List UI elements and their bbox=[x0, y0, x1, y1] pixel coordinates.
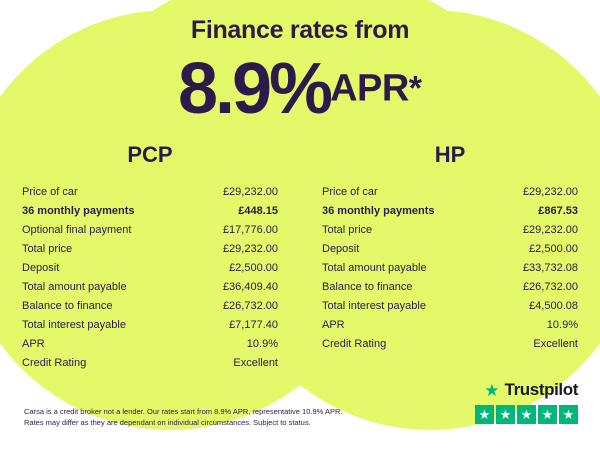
row-label: Deposit bbox=[322, 242, 360, 255]
star-icon bbox=[517, 405, 536, 424]
rate-asterisk: * bbox=[408, 69, 423, 108]
row-label: Credit Rating bbox=[22, 356, 87, 369]
row-value: £17,776.00 bbox=[222, 223, 278, 236]
star-glyph: ★ bbox=[478, 407, 491, 422]
legal-footnote: Carsa is a credit broker not a lender. Our rates start from 8.9% APR, representative 10.9% APR. Rates may differ as they are dependant on individual circumstances. Subject to status. bbox=[24, 406, 343, 427]
table-row bbox=[322, 220, 578, 239]
row-label: Total price bbox=[22, 242, 73, 255]
trustpilot-wordmark: Trustpilot bbox=[504, 380, 578, 399]
star-glyph: ★ bbox=[520, 407, 533, 422]
row-value: £29,232.00 bbox=[522, 185, 578, 198]
star-icon bbox=[496, 405, 515, 424]
rate-apr-label: APR bbox=[330, 67, 409, 110]
table-row bbox=[22, 182, 278, 201]
row-value: £29,232.00 bbox=[222, 185, 278, 198]
row-value: £36,409.40 bbox=[222, 280, 278, 293]
trustpilot-stars bbox=[475, 405, 578, 424]
star-glyph: ★ bbox=[562, 407, 575, 422]
rate-percentage: 8.9% bbox=[177, 49, 331, 129]
row-value: £29,232.00 bbox=[522, 223, 578, 236]
table-row bbox=[22, 220, 278, 239]
row-label: Optional final payment bbox=[22, 223, 132, 236]
column-title-hp: HP bbox=[434, 142, 466, 167]
table-row bbox=[22, 239, 278, 258]
table-row bbox=[322, 277, 578, 296]
row-label: Total amount payable bbox=[22, 280, 127, 293]
trustpilot-rating bbox=[475, 380, 578, 424]
finance-column-hp bbox=[300, 142, 600, 372]
finance-column-pcp bbox=[0, 142, 300, 372]
row-value: Excellent bbox=[533, 337, 578, 350]
row-label: Balance to finance bbox=[322, 280, 413, 293]
row-label: APR bbox=[22, 337, 45, 350]
table-row bbox=[322, 239, 578, 258]
row-label: 36 monthly payments bbox=[22, 204, 135, 217]
trustpilot-logo bbox=[475, 380, 578, 400]
row-value: £867.53 bbox=[538, 204, 578, 217]
row-label: Total interest payable bbox=[22, 318, 126, 331]
row-value: £448.15 bbox=[238, 204, 278, 217]
table-row bbox=[22, 315, 278, 334]
row-label: Credit Rating bbox=[322, 337, 387, 350]
row-label: Balance to finance bbox=[22, 299, 113, 312]
row-label: Total interest payable bbox=[322, 299, 426, 312]
row-label: Total amount payable bbox=[322, 261, 427, 274]
table-row bbox=[22, 277, 278, 296]
table-row bbox=[322, 201, 578, 220]
table-row bbox=[322, 296, 578, 315]
star-icon bbox=[559, 405, 578, 424]
row-value: 10.9% bbox=[246, 337, 278, 350]
finance-comparison bbox=[0, 142, 600, 372]
table-row bbox=[22, 296, 278, 315]
table-row bbox=[322, 315, 578, 334]
table-row bbox=[22, 201, 278, 220]
table-row bbox=[22, 334, 278, 353]
row-value: £2,500.00 bbox=[229, 261, 278, 274]
table-row bbox=[22, 258, 278, 277]
row-value: £33,732.08 bbox=[522, 261, 578, 274]
table-row bbox=[322, 182, 578, 201]
trustpilot-star-icon: ★ bbox=[484, 380, 500, 400]
row-label: APR bbox=[322, 318, 345, 331]
row-value: £2,500.00 bbox=[529, 242, 578, 255]
star-glyph: ★ bbox=[541, 407, 554, 422]
table-row bbox=[322, 258, 578, 277]
page-title: Finance rates from bbox=[190, 16, 410, 44]
column-title-pcp: PCP bbox=[127, 142, 173, 167]
row-value: £29,232.00 bbox=[222, 242, 278, 255]
row-label: Total price bbox=[322, 223, 373, 236]
star-glyph: ★ bbox=[499, 407, 512, 422]
star-icon bbox=[538, 405, 557, 424]
row-value: 10.9% bbox=[546, 318, 578, 331]
row-label: Price of car bbox=[22, 185, 78, 198]
row-value: £26,732.00 bbox=[522, 280, 578, 293]
table-row bbox=[22, 353, 278, 372]
row-value: £7,177.40 bbox=[229, 318, 278, 331]
row-label: 36 monthly payments bbox=[322, 204, 435, 217]
row-value: £26,732.00 bbox=[222, 299, 278, 312]
row-label: Price of car bbox=[322, 185, 378, 198]
table-row bbox=[322, 334, 578, 353]
headline-rate bbox=[0, 48, 600, 130]
star-icon bbox=[475, 405, 494, 424]
row-label: Deposit bbox=[22, 261, 60, 274]
row-value: £4,500.08 bbox=[529, 299, 578, 312]
row-value: Excellent bbox=[233, 356, 278, 369]
